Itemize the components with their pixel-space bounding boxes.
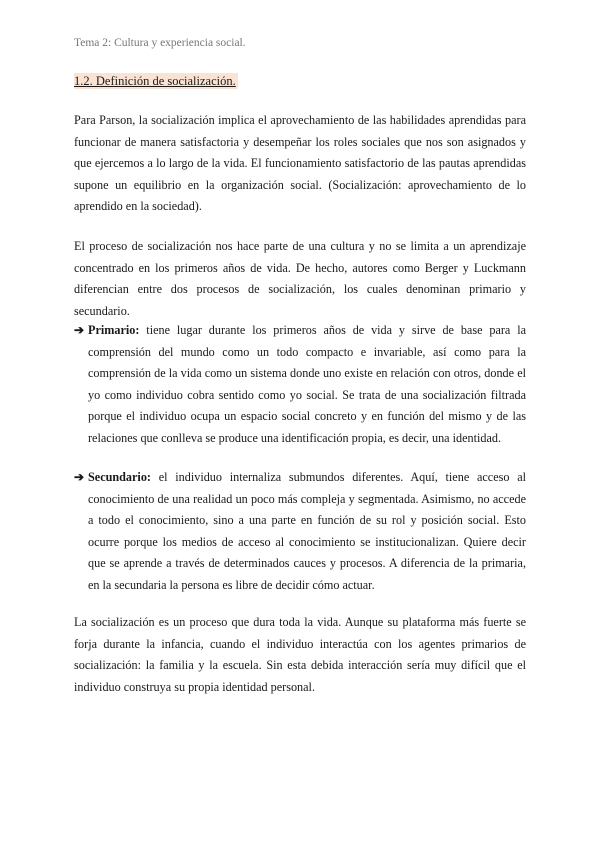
paragraph-process: El proceso de socialización nos hace parte de una cultura y no se limita a un aprendizaje concentrado en los primeros años de vida. De hecho, autores como Berger y Luckmann diferencian entre dos procesos de socialización, los cuales denominan primario y secundario. (74, 239, 526, 318)
page-header: Tema 2: Cultura y experiencia social. (74, 37, 246, 49)
bullet-primario (74, 320, 526, 450)
bullet-secundario (74, 467, 526, 597)
arrow-icon: ➔ (74, 323, 85, 337)
bullet-term: Secundario: (88, 470, 151, 484)
paragraph-lifelong: La socialización es un proceso que dura toda la vida. Aunque su plataforma más fuerte se forja durante la infancia, cuando el individuo interactúa con los agentes primarios de socialización: la familia y la escuela. Sin esta debida interacción sería muy difícil que el individuo construya su propia identidad personal. (74, 615, 526, 694)
bullet-text: tiene lugar durante los primeros años de vida y sirve de base para la comprensión del mundo como un todo compacto e invariable, así como para la comprensión de la vida como un sistema donde uno existe en relación con otros, donde el yo como individuo cobra sentido como yo social. Se trata de una socialización filtrada porque el individuo ocupa un espacio social concreto y en función del mismo y de las relaciones que conlleva se produce una identificación propia, es decir, una identidad. (88, 323, 526, 445)
bullet-term: Primario: (88, 323, 140, 337)
arrow-icon: ➔ (74, 470, 85, 484)
bullet-text: el individuo internaliza submundos diferentes. Aquí, tiene acceso al conocimiento de una realidad un poco más compleja y segmentada. Asimismo, no accede a todo el conocimiento, sino a una parte en función de su rol y posición social. Esto ocurre porque los medios de acceso al conocimiento se institucionalizan. Quiere decir que se aprende a través de determinados cauces y procesos. A diferencia de la primaria, en la secundaria la persona es libre de decidir cómo actuar. (88, 470, 526, 592)
paragraph-parson: Para Parson, la socialización implica el aprovechamiento de las habilidades aprendidas para funcionar de manera satisfactoria y desempeñar los roles sociales que nos son asignados y que ejercemos a lo largo de la vida. El funcionamiento satisfactorio de las pautas aprendidas supone un equilibrio en la organización social. (Socialización: aprovechamiento de lo aprendido en la sociedad). (74, 113, 526, 214)
section-title: 1.2. Definición de socialización. (74, 74, 236, 88)
